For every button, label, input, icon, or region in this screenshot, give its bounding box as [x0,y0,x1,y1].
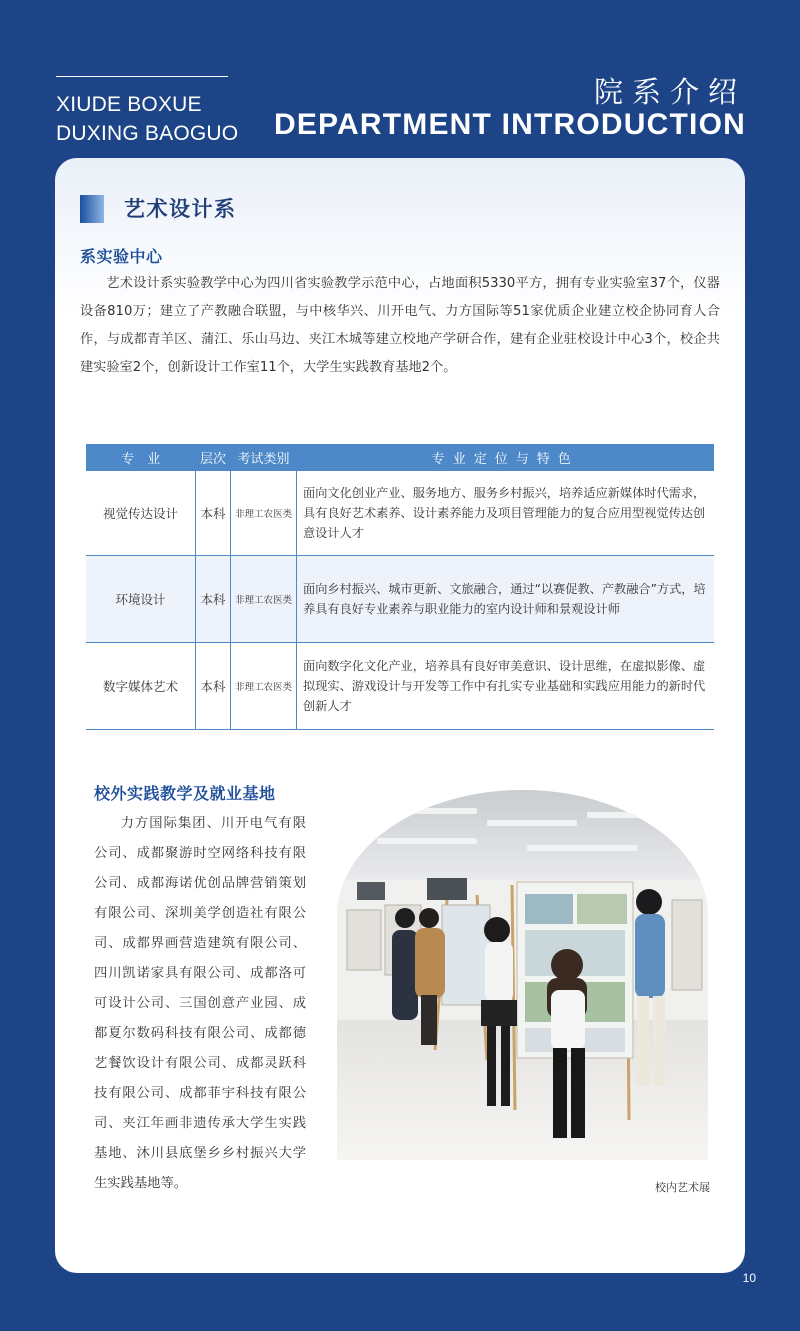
art-exhibition-photo [337,790,708,1160]
major-description: 面向文化创业产业、服务地方、服务乡村振兴，培养适应新媒体时代需求，具有良好艺术素养、设计素养能力及项目管理能力的复合应用型视觉传达创意设计人才 [297,471,714,556]
header-major: 专 业 [86,444,196,471]
lab-heading: 系实验中心 [80,247,163,266]
table-row [86,643,714,730]
practice-heading: 校外实践教学及就业基地 [94,784,276,803]
slogan-line-2: DUXING BAOGUO [56,122,239,145]
table-row [86,556,714,643]
major-level: 本科 [196,556,231,643]
table-row [86,471,714,556]
header-slogan [56,90,238,148]
header-title-en: DEPARTMENT INTRODUCTION [273,108,746,141]
section-marker [80,195,104,223]
page-number: 10 [742,1271,756,1285]
header-positioning: 专业定位与特色 [297,444,714,471]
lab-text: 艺术设计系实验教学中心为四川省实验教学示范中心，占地面积5330平方，拥有专业实验室37个，仪器设备810万；建立了产教融合联盟，与中核华兴、川开电气、力方国际等51家优质企业建立校企协同育人合作，与成都青羊区、蒲江、乐山马边、夹江木城等建立校地产学研合作，建有企业驻校设计中心3个，校企共建实验室2个，创新设计工作室11个，大学生实践教育基地2个。 [80,276,720,375]
major-level: 本科 [196,471,231,556]
major-name: 环境设计 [86,556,196,643]
major-description: 面向乡村振兴、城市更新、文旅融合，通过“以赛促教、产教融合”方式，培养具有良好专业素养与职业能力的室内设计师和景观设计师 [297,556,714,643]
table-header-row [86,444,714,471]
major-exam-type: 非理工农医类 [231,471,297,556]
header-rule [56,76,228,77]
majors-table [86,444,714,730]
major-description: 面向数字化文化产业，培养具有良好审美意识、设计思维，在虚拟影像、虚拟现实、游戏设计与开发等工作中有扎实专业基础和实践应用能力的新时代创新人才 [297,643,714,730]
major-exam-type: 非理工农医类 [231,556,297,643]
major-level: 本科 [196,643,231,730]
section-title: 艺术设计系 [124,197,237,221]
major-name: 视觉传达设计 [86,471,196,556]
header-title-cn: 院系介绍 [593,75,746,109]
header-level: 层次 [196,444,231,471]
slogan-line-1: XIUDE BOXUE [56,93,202,116]
major-name: 数字媒体艺术 [86,643,196,730]
practice-text: 力方国际集团、川开电气有限公司、成都聚游时空网络科技有限公司、成都海诺优创品牌营销策划有限公司、深圳美学创造社有限公司、成都界画营造建筑有限公司、四川凯诺家具有限公司、成都洛可可设计公司、三国创意产业园、成都夏尔数码科技有限公司、成都德艺餐饮设计有限公司、成都灵跃科技有限公司、成都菲宇科技有限公司、夹江年画非遗传承大学生实践基地、沐川县底堡乡乡村振兴大学生实践基地等。 [94,816,306,1191]
header-exam-type: 考试类别 [231,444,297,471]
major-exam-type: 非理工农医类 [231,643,297,730]
photo-caption: 校内艺术展 [655,1181,710,1194]
